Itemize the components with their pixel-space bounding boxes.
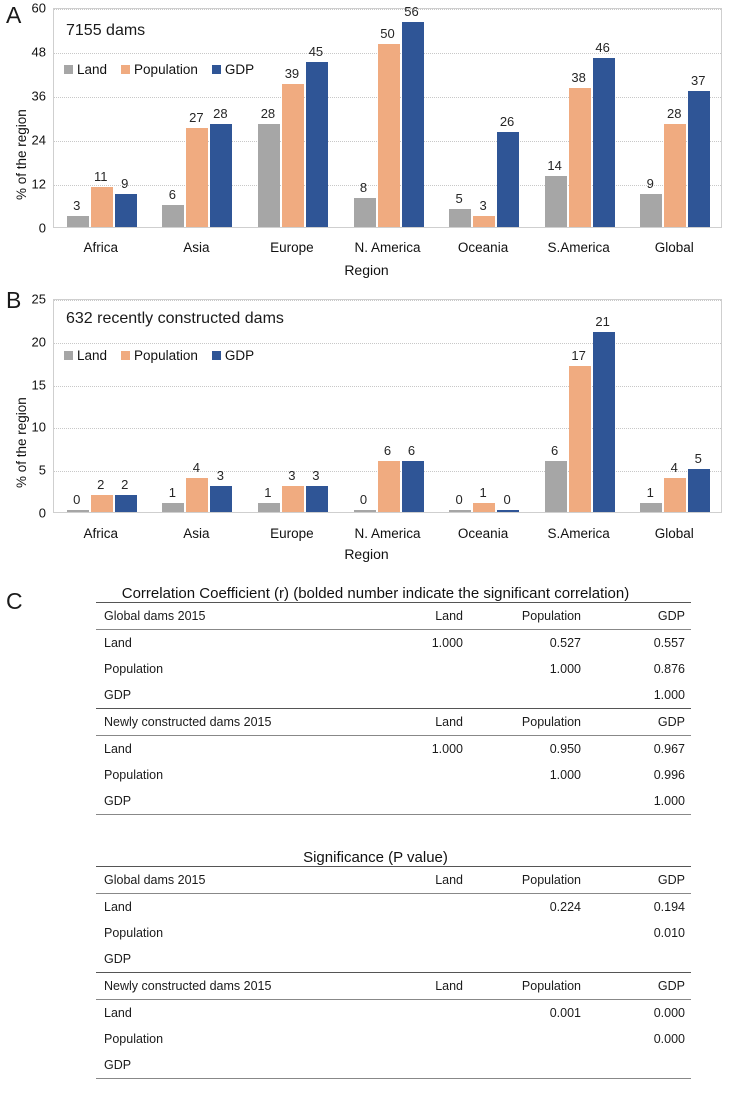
bar-population-africa — [91, 495, 113, 512]
table-cell: 1.000 — [549, 768, 581, 782]
table-cell: Land — [96, 736, 376, 763]
bar-value-label: 3 — [312, 468, 320, 484]
bar-population-asia — [186, 128, 208, 227]
table-cell — [376, 1052, 471, 1079]
legend-label: GDP — [224, 348, 255, 363]
x-axis-tick-label: Global — [654, 526, 694, 541]
table-section-header — [96, 603, 691, 630]
table-row — [96, 920, 691, 946]
bar-value-label: 6 — [407, 442, 416, 458]
bar-value-label: 2 — [97, 476, 105, 492]
x-axis-tick-label: S.America — [547, 526, 610, 541]
table-cell — [376, 1026, 471, 1052]
legend-item-gdp[interactable] — [212, 348, 254, 363]
gridline — [54, 386, 721, 387]
table-cell: 1.000 — [376, 630, 471, 657]
bar-value-label: 6 — [383, 442, 392, 458]
chart-a-annotation: 7155 dams — [66, 22, 146, 39]
bar-value-label: 28 — [213, 106, 228, 122]
bar-gdp-oceania — [497, 510, 519, 512]
table-row — [96, 762, 691, 788]
table-cell: 0.967 — [591, 736, 691, 763]
table-column-header: Newly constructed dams 2015 — [96, 709, 376, 736]
bar-gdp-asia — [210, 124, 232, 227]
y-axis-tick-label: 48 — [31, 44, 46, 60]
bar-land-samerica — [545, 461, 567, 512]
gridline — [54, 300, 721, 301]
table-cell: Population — [104, 768, 164, 782]
table-cell: GDP — [104, 688, 132, 702]
table-row — [96, 630, 691, 657]
y-axis-tick-label: 25 — [31, 291, 46, 307]
gridline — [54, 428, 721, 429]
legend-item-land[interactable] — [64, 62, 107, 77]
table-cell — [376, 788, 471, 815]
table-row — [96, 1052, 691, 1079]
table-row — [96, 1000, 691, 1027]
table-cell: 0.557 — [591, 630, 691, 657]
bar-population-global — [664, 124, 686, 227]
bar-value-label: 6 — [168, 187, 176, 202]
bar-value-label: 28 — [260, 106, 276, 122]
table-column-header: GDP — [591, 973, 691, 1000]
bar-value-label: 1 — [646, 485, 654, 501]
y-axis-tick-label: 36 — [31, 88, 46, 104]
x-axis-tick-label: Asia — [183, 526, 210, 541]
table-cell: 1.000 — [376, 736, 471, 763]
bar-value-label: 28 — [666, 106, 682, 122]
table-cell — [376, 656, 471, 682]
bar-value-label: 8 — [359, 179, 368, 195]
bar-land-oceania — [449, 209, 471, 227]
y-axis-tick-label: 60 — [31, 0, 46, 16]
bar-gdp-samerica — [593, 332, 615, 512]
bar-value-label: 37 — [690, 73, 706, 89]
x-axis-tick-label: N. America — [354, 526, 421, 541]
table-row — [96, 946, 691, 973]
bar-value-label: 4 — [670, 459, 678, 475]
table-row — [96, 736, 691, 763]
bar-gdp-namerica — [402, 22, 424, 227]
bar-land-africa — [67, 510, 89, 512]
table-cell: Land — [96, 894, 376, 921]
bar-value-label: 56 — [404, 3, 419, 19]
legend-label: Population — [134, 348, 198, 363]
bar-value-label: 0 — [503, 492, 511, 507]
bar-value-label: 4 — [192, 459, 200, 475]
chart-b-annotation: 632 recently constructed dams — [66, 310, 284, 327]
y-axis-tick-label: 0 — [38, 505, 46, 521]
bar-population-global — [664, 478, 686, 512]
bar-population-asia — [186, 478, 208, 512]
y-axis-tick-label: 20 — [31, 334, 46, 350]
x-axis-tick-label: Africa — [83, 240, 119, 255]
bar-value-label: 1 — [479, 485, 487, 501]
legend-item-population[interactable] — [121, 62, 198, 77]
table-row — [96, 682, 691, 709]
table-row — [96, 1026, 691, 1052]
x-axis-tick-label: Oceania — [457, 240, 509, 255]
bar-value-label: 45 — [308, 44, 324, 59]
bar-land-namerica — [354, 510, 376, 512]
gridline — [54, 343, 721, 344]
panel-label-c: C — [6, 588, 23, 614]
bar-population-samerica — [569, 366, 591, 512]
table-row — [96, 656, 691, 682]
chart-a-legend — [64, 62, 263, 77]
bar-value-label: 21 — [595, 314, 610, 330]
table-cell — [471, 1052, 591, 1079]
bar-gdp-europe — [306, 486, 328, 512]
x-axis-tick-label: S.America — [547, 240, 610, 255]
table-cell — [471, 1026, 591, 1052]
table-cell: 1.000 — [549, 662, 581, 676]
bar-land-samerica — [545, 176, 567, 227]
bar-value-label: 1 — [168, 485, 176, 501]
chart-a-x-axis-label: Region — [344, 262, 389, 278]
bar-value-label: 46 — [595, 40, 610, 56]
bar-land-namerica — [354, 198, 376, 227]
table-cell: 0.010 — [653, 926, 685, 940]
bar-population-namerica — [378, 461, 400, 512]
table-cell — [591, 1052, 691, 1079]
y-axis-tick-label: 12 — [31, 176, 46, 192]
panel-label-b: B — [6, 287, 22, 313]
table-cell: 0.876 — [653, 662, 685, 676]
bar-value-label: 3 — [73, 198, 81, 213]
x-axis-tick-label: Africa — [83, 526, 119, 541]
table-cell: Population — [104, 1032, 164, 1046]
chart-a-plot-area — [53, 8, 722, 228]
table-cell — [471, 788, 591, 815]
table-cell: 0.001 — [471, 1000, 591, 1027]
table-row — [96, 894, 691, 921]
bar-value-label: 0 — [359, 492, 368, 507]
x-axis-tick-label: N. America — [354, 240, 421, 255]
table-column-header: Land — [376, 709, 471, 736]
y-axis-tick-label: 10 — [31, 419, 46, 435]
bar-value-label: 11 — [94, 168, 108, 184]
bar-value-label: 9 — [646, 176, 654, 191]
table-cell — [376, 920, 471, 946]
table-cell — [376, 946, 471, 973]
bar-gdp-global — [688, 469, 710, 512]
bar-population-namerica — [378, 44, 400, 227]
correlation-table — [96, 602, 691, 815]
bar-value-label: 1 — [264, 485, 272, 501]
table-column-header: Newly constructed dams 2015 — [96, 973, 376, 1000]
legend-item-population[interactable] — [121, 348, 198, 363]
bar-land-africa — [67, 216, 89, 227]
table-column-header: Land — [376, 603, 471, 630]
x-axis-tick-label: Oceania — [457, 526, 509, 541]
table-cell — [471, 946, 591, 973]
legend-swatch-icon — [121, 65, 130, 74]
bar-value-label: 5 — [455, 190, 463, 206]
bar-land-asia — [162, 503, 184, 512]
table-cell: Population — [104, 662, 164, 676]
bar-value-label: 3 — [288, 468, 296, 484]
bar-value-label: 5 — [694, 451, 702, 467]
table-column-header: Global dams 2015 — [96, 603, 376, 630]
bar-gdp-oceania — [497, 132, 519, 227]
bar-gdp-europe — [306, 62, 328, 227]
bar-population-oceania — [473, 503, 495, 512]
legend-swatch-icon — [64, 351, 73, 360]
table-cell — [376, 894, 471, 921]
table-cell: GDP — [104, 952, 132, 966]
chart-b-x-axis-label: Region — [344, 546, 389, 562]
bar-land-europe — [258, 124, 280, 227]
bar-value-label: 6 — [551, 442, 559, 458]
legend-swatch-icon — [212, 351, 221, 360]
table-column-header: Population — [471, 603, 591, 630]
legend-label: Land — [77, 348, 108, 363]
x-axis-tick-label: Europe — [270, 526, 314, 541]
table-cell: Land — [96, 1000, 376, 1027]
table-column-header: Population — [471, 867, 591, 894]
legend-swatch-icon — [121, 351, 130, 360]
bar-population-oceania — [473, 216, 495, 227]
bar-value-label: 9 — [121, 176, 129, 191]
x-axis-tick-label: Asia — [183, 240, 210, 255]
table-row — [96, 788, 691, 815]
chart-panel-a — [0, 0, 733, 285]
bar-value-label: 2 — [121, 476, 129, 492]
table-column-header: Land — [376, 973, 471, 1000]
panel-c-tables — [0, 585, 733, 1079]
table-cell: 0.000 — [653, 1032, 685, 1046]
legend-item-land[interactable] — [64, 348, 107, 363]
table-cell: 0.194 — [591, 894, 691, 921]
table-column-header: Land — [376, 867, 471, 894]
legend-label: Land — [77, 62, 108, 77]
bar-value-label: 27 — [189, 110, 204, 125]
table-section-header — [96, 709, 691, 736]
bar-value-label: 39 — [284, 66, 300, 81]
chart-b-legend — [64, 348, 263, 363]
legend-swatch-icon — [212, 65, 221, 74]
table-cell: 1.000 — [591, 788, 691, 815]
y-axis-tick-label: 5 — [38, 462, 46, 478]
table-cell: 0.224 — [471, 894, 591, 921]
bar-gdp-global — [688, 91, 710, 227]
table-column-header: GDP — [591, 709, 691, 736]
legend-label: Population — [134, 62, 198, 77]
table-column-header: Population — [471, 709, 591, 736]
table-cell: 0.000 — [591, 1000, 691, 1027]
bar-land-oceania — [449, 510, 471, 512]
correlation-table-title: Correlation Coefficient (r) (bolded number indicate the significant correlation) — [121, 585, 630, 602]
table-section-header — [96, 867, 691, 894]
table-cell: Population — [104, 926, 164, 940]
bar-land-global — [640, 503, 662, 512]
y-axis-tick-label: 15 — [31, 377, 46, 393]
bar-value-label: 0 — [455, 492, 463, 507]
bar-population-africa — [91, 187, 113, 227]
bar-population-samerica — [569, 88, 591, 227]
legend-swatch-icon — [64, 65, 73, 74]
table-cell: GDP — [96, 1052, 376, 1079]
legend-item-gdp[interactable] — [212, 62, 254, 77]
table-column-header: GDP — [591, 603, 691, 630]
table-cell — [471, 920, 591, 946]
table-cell: 0.950 — [471, 736, 591, 763]
bar-value-label: 0 — [73, 492, 81, 507]
table-column-header: Global dams 2015 — [96, 867, 376, 894]
table-cell — [376, 762, 471, 788]
bar-value-label: 38 — [571, 69, 586, 85]
bar-gdp-samerica — [593, 58, 615, 227]
table-cell — [471, 682, 591, 709]
y-axis-tick-label: 0 — [38, 220, 46, 236]
bar-value-label: 3 — [216, 468, 224, 484]
bar-value-label: 3 — [479, 198, 487, 213]
bar-value-label: 14 — [547, 157, 562, 173]
bar-gdp-africa — [115, 495, 137, 512]
table-column-header: Population — [471, 973, 591, 1000]
y-axis-tick-label: 24 — [31, 132, 46, 148]
significance-table — [96, 866, 691, 1079]
bar-land-global — [640, 194, 662, 227]
table-cell — [591, 946, 691, 973]
table-cell: GDP — [96, 788, 376, 815]
table-column-header: GDP — [591, 867, 691, 894]
bar-population-europe — [282, 84, 304, 227]
bar-gdp-namerica — [402, 461, 424, 512]
bar-value-label: 26 — [499, 113, 515, 129]
table-cell — [376, 1000, 471, 1027]
table-cell: 0.996 — [653, 768, 685, 782]
bar-gdp-asia — [210, 486, 232, 512]
x-axis-tick-label: Europe — [270, 240, 314, 255]
significance-table-title: Significance (P value) — [303, 849, 448, 866]
chart-b-y-axis-label: % of the region — [14, 397, 29, 488]
bar-land-asia — [162, 205, 184, 227]
panel-label-a: A — [6, 2, 22, 28]
bar-population-europe — [282, 486, 304, 512]
legend-label: GDP — [224, 62, 255, 77]
table-cell: 1.000 — [653, 688, 685, 702]
bar-land-europe — [258, 503, 280, 512]
table-section-header — [96, 973, 691, 1000]
table-cell — [376, 682, 471, 709]
chart-b-plot-area — [53, 299, 722, 513]
chart-panel-b — [0, 288, 733, 568]
bar-value-label: 17 — [571, 348, 586, 364]
bar-value-label: 50 — [380, 25, 395, 41]
table-cell: 0.527 — [471, 630, 591, 657]
gridline — [54, 9, 721, 10]
x-axis-tick-label: Global — [654, 240, 694, 255]
table-cell: Land — [96, 630, 376, 657]
chart-a-y-axis-label: % of the region — [14, 109, 29, 200]
bar-gdp-africa — [115, 194, 137, 227]
